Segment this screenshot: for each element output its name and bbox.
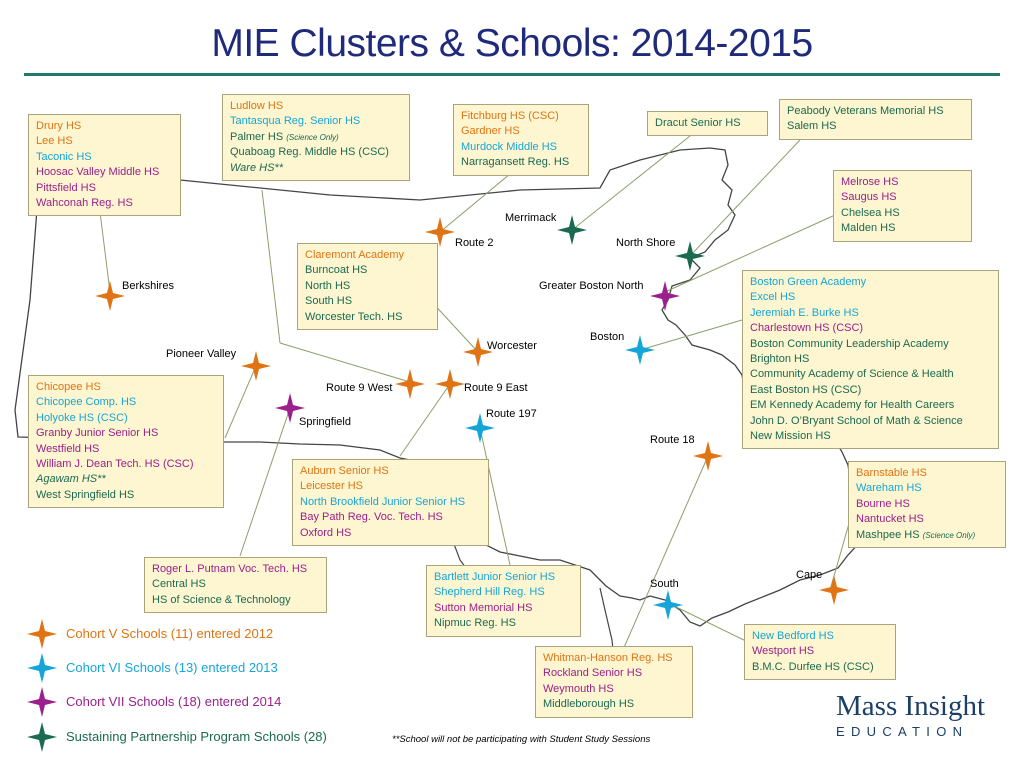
connector-route-9-east [400,384,450,456]
box-pioneer-valley [28,375,224,508]
connector-boston [640,320,742,350]
school-name: Salem HS [787,120,837,133]
connector-route-18 [622,456,708,652]
school-entry [856,466,998,481]
school-entry [543,651,685,666]
school-entry [461,124,581,139]
school-entry [300,526,481,541]
legend-cohort-vi: Cohort VI Schools (13) entered 2013 [66,660,278,675]
school-entry [750,429,991,444]
school-name: Ware HS** [230,161,283,174]
marker-south [653,590,683,620]
box-worcester [297,243,438,330]
school-entry [543,682,685,697]
mass-insight-logo [836,690,996,739]
school-name: Chicopee Comp. HS [36,396,137,409]
school-entry [434,601,573,616]
box-greater-boston-north [833,170,972,242]
school-name: Tantasqua Reg. Senior HS [230,115,361,128]
school-name: West Springfield HS [36,488,135,501]
school-entry [36,196,173,211]
school-name: Claremont Academy [305,249,405,261]
school-name: Peabody Veterans Memorial HS [787,105,944,117]
school-entry [36,380,216,395]
school-entry [305,263,430,278]
connector-route-2 [440,174,510,232]
school-entry [434,585,573,600]
school-entry [787,104,964,119]
school-name: Taconic HS [36,150,92,163]
school-entry [434,570,573,585]
school-name: Boston Community Leadership Academy [750,337,949,350]
school-entry [300,464,481,479]
region-label-berkshires: Berkshires [122,280,174,292]
school-name: HS of Science & Technology [152,593,291,606]
school-entry [856,528,998,543]
school-name: Burncoat HS [305,264,368,277]
region-label-merrimack: Merrimack [505,212,557,224]
school-name: Wahconah Reg. HS [36,197,133,210]
school-entry [543,697,685,712]
school-entry [543,666,685,681]
legend-cohort-vii: Cohort VII Schools (18) entered 2014 [66,694,282,709]
school-name: Excel HS [750,291,796,304]
school-entry [36,150,173,165]
box-south [744,624,896,680]
school-entry [752,644,888,659]
school-name: Murdock Middle HS [461,140,557,153]
school-entry [36,442,216,457]
school-entry [750,290,991,305]
school-name: Malden HS [841,222,896,235]
marker-route-9-east [435,369,465,399]
school-name: Middleborough HS [543,698,635,711]
school-name: EM Kennedy Academy for Health Careers [750,399,955,412]
school-entry [305,310,430,325]
marker-cape [819,575,849,605]
box-berkshires [28,114,181,216]
school-entry [36,488,216,503]
school-name: Bourne HS [856,497,910,510]
marker-route-18 [693,441,723,471]
school-entry [841,190,964,205]
marker-route-9-west [395,369,425,399]
connector-merrimack [572,136,690,230]
school-name: North Brookfield Junior Senior HS [300,495,466,508]
box-route-2 [453,104,589,176]
school-name: Wareham HS [856,482,922,495]
school-entry [841,206,964,221]
connector-route-9-west-a [262,190,280,343]
school-entry [752,629,888,644]
school-name: Nipmuc Reg. HS [434,617,516,630]
connector-springfield [240,408,290,556]
school-name: Shepherd Hill Reg. HS [434,586,545,599]
school-name: Leicester HS [300,480,363,493]
school-entry [787,119,964,134]
box-route-197 [426,565,581,637]
school-entry [750,383,991,398]
footnote: **School will not be participating with Student Study Sessions [392,734,651,745]
school-entry [36,395,216,410]
school-entry [36,457,216,472]
box-cape [848,461,1006,548]
school-entry [230,99,402,114]
school-name: Rockland Senior HS [543,667,643,680]
school-entry [461,109,581,124]
school-name: Barnstable HS [856,467,927,479]
school-name: Central HS [152,578,206,591]
school-name: Westfield HS [36,442,100,455]
school-note: (Science Only) [286,132,339,142]
region-label-route-9-west: Route 9 West [326,382,393,394]
legend-marker-sustaining [27,722,57,752]
school-name: Charlestown HS (CSC) [750,322,864,335]
region-label-worcester: Worcester [487,340,537,352]
school-name: Melrose HS [841,176,899,188]
school-name: Narragansett Reg. HS [461,156,570,169]
connector-pioneer [225,366,256,438]
school-name: Jeremiah E. Burke HS [750,306,859,319]
school-entry [856,497,998,512]
school-name: North HS [305,279,351,292]
school-entry [841,221,964,236]
school-entry [230,114,402,129]
region-label-north-shore: North Shore [616,237,676,249]
school-entry [434,616,573,631]
connector-route-9-west-b [280,343,410,382]
school-entry [152,577,319,592]
school-name: Dracut Senior HS [655,117,741,129]
school-name: John D. O’Bryant School of Math & Science [750,414,963,427]
connector-berkshires [100,212,110,292]
school-name: Community Academy of Science & Health [750,368,954,381]
school-entry [841,175,964,190]
school-entry [300,510,481,525]
box-route-9-east [292,459,489,546]
region-label-route-18: Route 18 [650,434,695,446]
school-name: Chicopee HS [36,381,101,393]
school-entry [36,472,216,487]
marker-pioneer-valley [241,351,271,381]
school-entry [856,512,998,527]
box-route-9-west [222,94,410,181]
school-entry [230,130,402,145]
school-entry [750,398,991,413]
school-name: Palmer HS [230,130,284,143]
school-name: Sutton Memorial HS [434,601,533,614]
logo-sub-text: EDUCATION [836,724,969,739]
school-name: Westport HS [752,645,815,658]
marker-boston [625,335,655,365]
school-name: Auburn Senior HS [300,465,389,477]
school-entry [750,275,991,290]
marker-merrimack [557,215,587,245]
school-entry [305,294,430,309]
school-entry [750,337,991,352]
school-name: Bay Path Reg. Voc. Tech. HS [300,511,443,524]
school-name: Oxford HS [300,526,352,539]
school-entry [152,593,319,608]
school-entry [300,495,481,510]
school-entry [750,352,991,367]
school-entry [36,411,216,426]
connector-south [668,603,752,644]
school-name: Fitchburg HS (CSC) [461,110,559,122]
school-name: New Mission HS [750,430,831,443]
school-entry [36,165,173,180]
school-name: Boston Green Academy [750,276,867,288]
school-name: William J. Dean Tech. HS (CSC) [36,458,194,471]
school-name: Lee HS [36,135,73,148]
school-entry [36,134,173,149]
school-name: Roger L. Putnam Voc. Tech. HS [152,563,308,575]
school-name: Ludlow HS [230,100,284,112]
school-entry [36,181,173,196]
region-label-south: South [650,578,679,590]
legend-sustaining: Sustaining Partnership Program Schools (28) [66,729,327,744]
school-name: Hoosac Valley Middle HS [36,166,160,179]
school-entry [305,248,430,263]
school-name: Brighton HS [750,353,810,366]
legend-marker-cohort-vii [27,687,57,717]
school-name: Worcester Tech. HS [305,310,403,323]
school-entry [305,279,430,294]
school-entry [856,481,998,496]
school-name: B.M.C. Durfee HS (CSC) [752,660,874,673]
school-entry [36,119,173,134]
school-name: Pittsfield HS [36,181,96,194]
school-name: Chelsea HS [841,206,900,219]
legend-cohort-v: Cohort V Schools (11) entered 2012 [66,626,274,641]
school-name: New Bedford HS [752,630,834,642]
school-entry [750,414,991,429]
logo-main-text: Mass Insight [836,690,986,722]
school-entry [750,321,991,336]
school-name: Mashpee HS [856,528,920,541]
region-label-route-2: Route 2 [455,237,494,249]
school-name: Drury HS [36,120,82,132]
school-name: Nantucket HS [856,513,924,526]
school-name: Weymouth HS [543,682,614,695]
box-springfield [144,557,327,613]
school-name: Quaboag Reg. Middle HS (CSC) [230,146,389,159]
school-entry [752,660,888,675]
region-label-springfield: Springfield [299,416,351,428]
box-north-shore [779,99,972,140]
school-entry [152,562,319,577]
region-label-boston: Boston [590,331,625,343]
legend-marker-cohort-v [27,619,57,649]
region-label-route-197: Route 197 [486,408,537,420]
school-entry [461,155,581,170]
region-label-route-9-east: Route 9 East [464,382,528,394]
school-name: East Boston HS (CSC) [750,383,862,396]
region-label-pioneer-valley: Pioneer Valley [166,348,237,360]
school-entry [461,140,581,155]
legend-marker-cohort-vi [27,653,57,683]
box-route-18 [535,646,693,718]
school-name: Agawam HS** [36,473,106,486]
region-label-cape: Cape [796,569,823,581]
box-merrimack [647,111,768,136]
region-label-greater-boston-north: Greater Boston North [539,280,644,292]
box-boston [742,270,999,449]
school-entry [230,161,402,176]
school-entry [300,479,481,494]
school-entry [750,367,991,382]
school-entry [230,145,402,160]
page-title: MIE Clusters & Schools: 2014-2015 [211,22,813,65]
marker-berkshires [95,281,125,311]
school-name: South HS [305,295,353,308]
school-name: Saugus HS [841,191,897,204]
school-name: Holyoke HS (CSC) [36,411,128,424]
school-name: Bartlett Junior Senior HS [434,571,556,583]
school-name: Whitman-Hanson Reg. HS [543,652,673,664]
school-entry [655,116,760,131]
school-entry [36,426,216,441]
school-name: Gardner HS [461,125,520,138]
school-note: (Science Only) [922,530,976,540]
school-entry [750,306,991,321]
school-name: Granby Junior Senior HS [36,427,159,440]
